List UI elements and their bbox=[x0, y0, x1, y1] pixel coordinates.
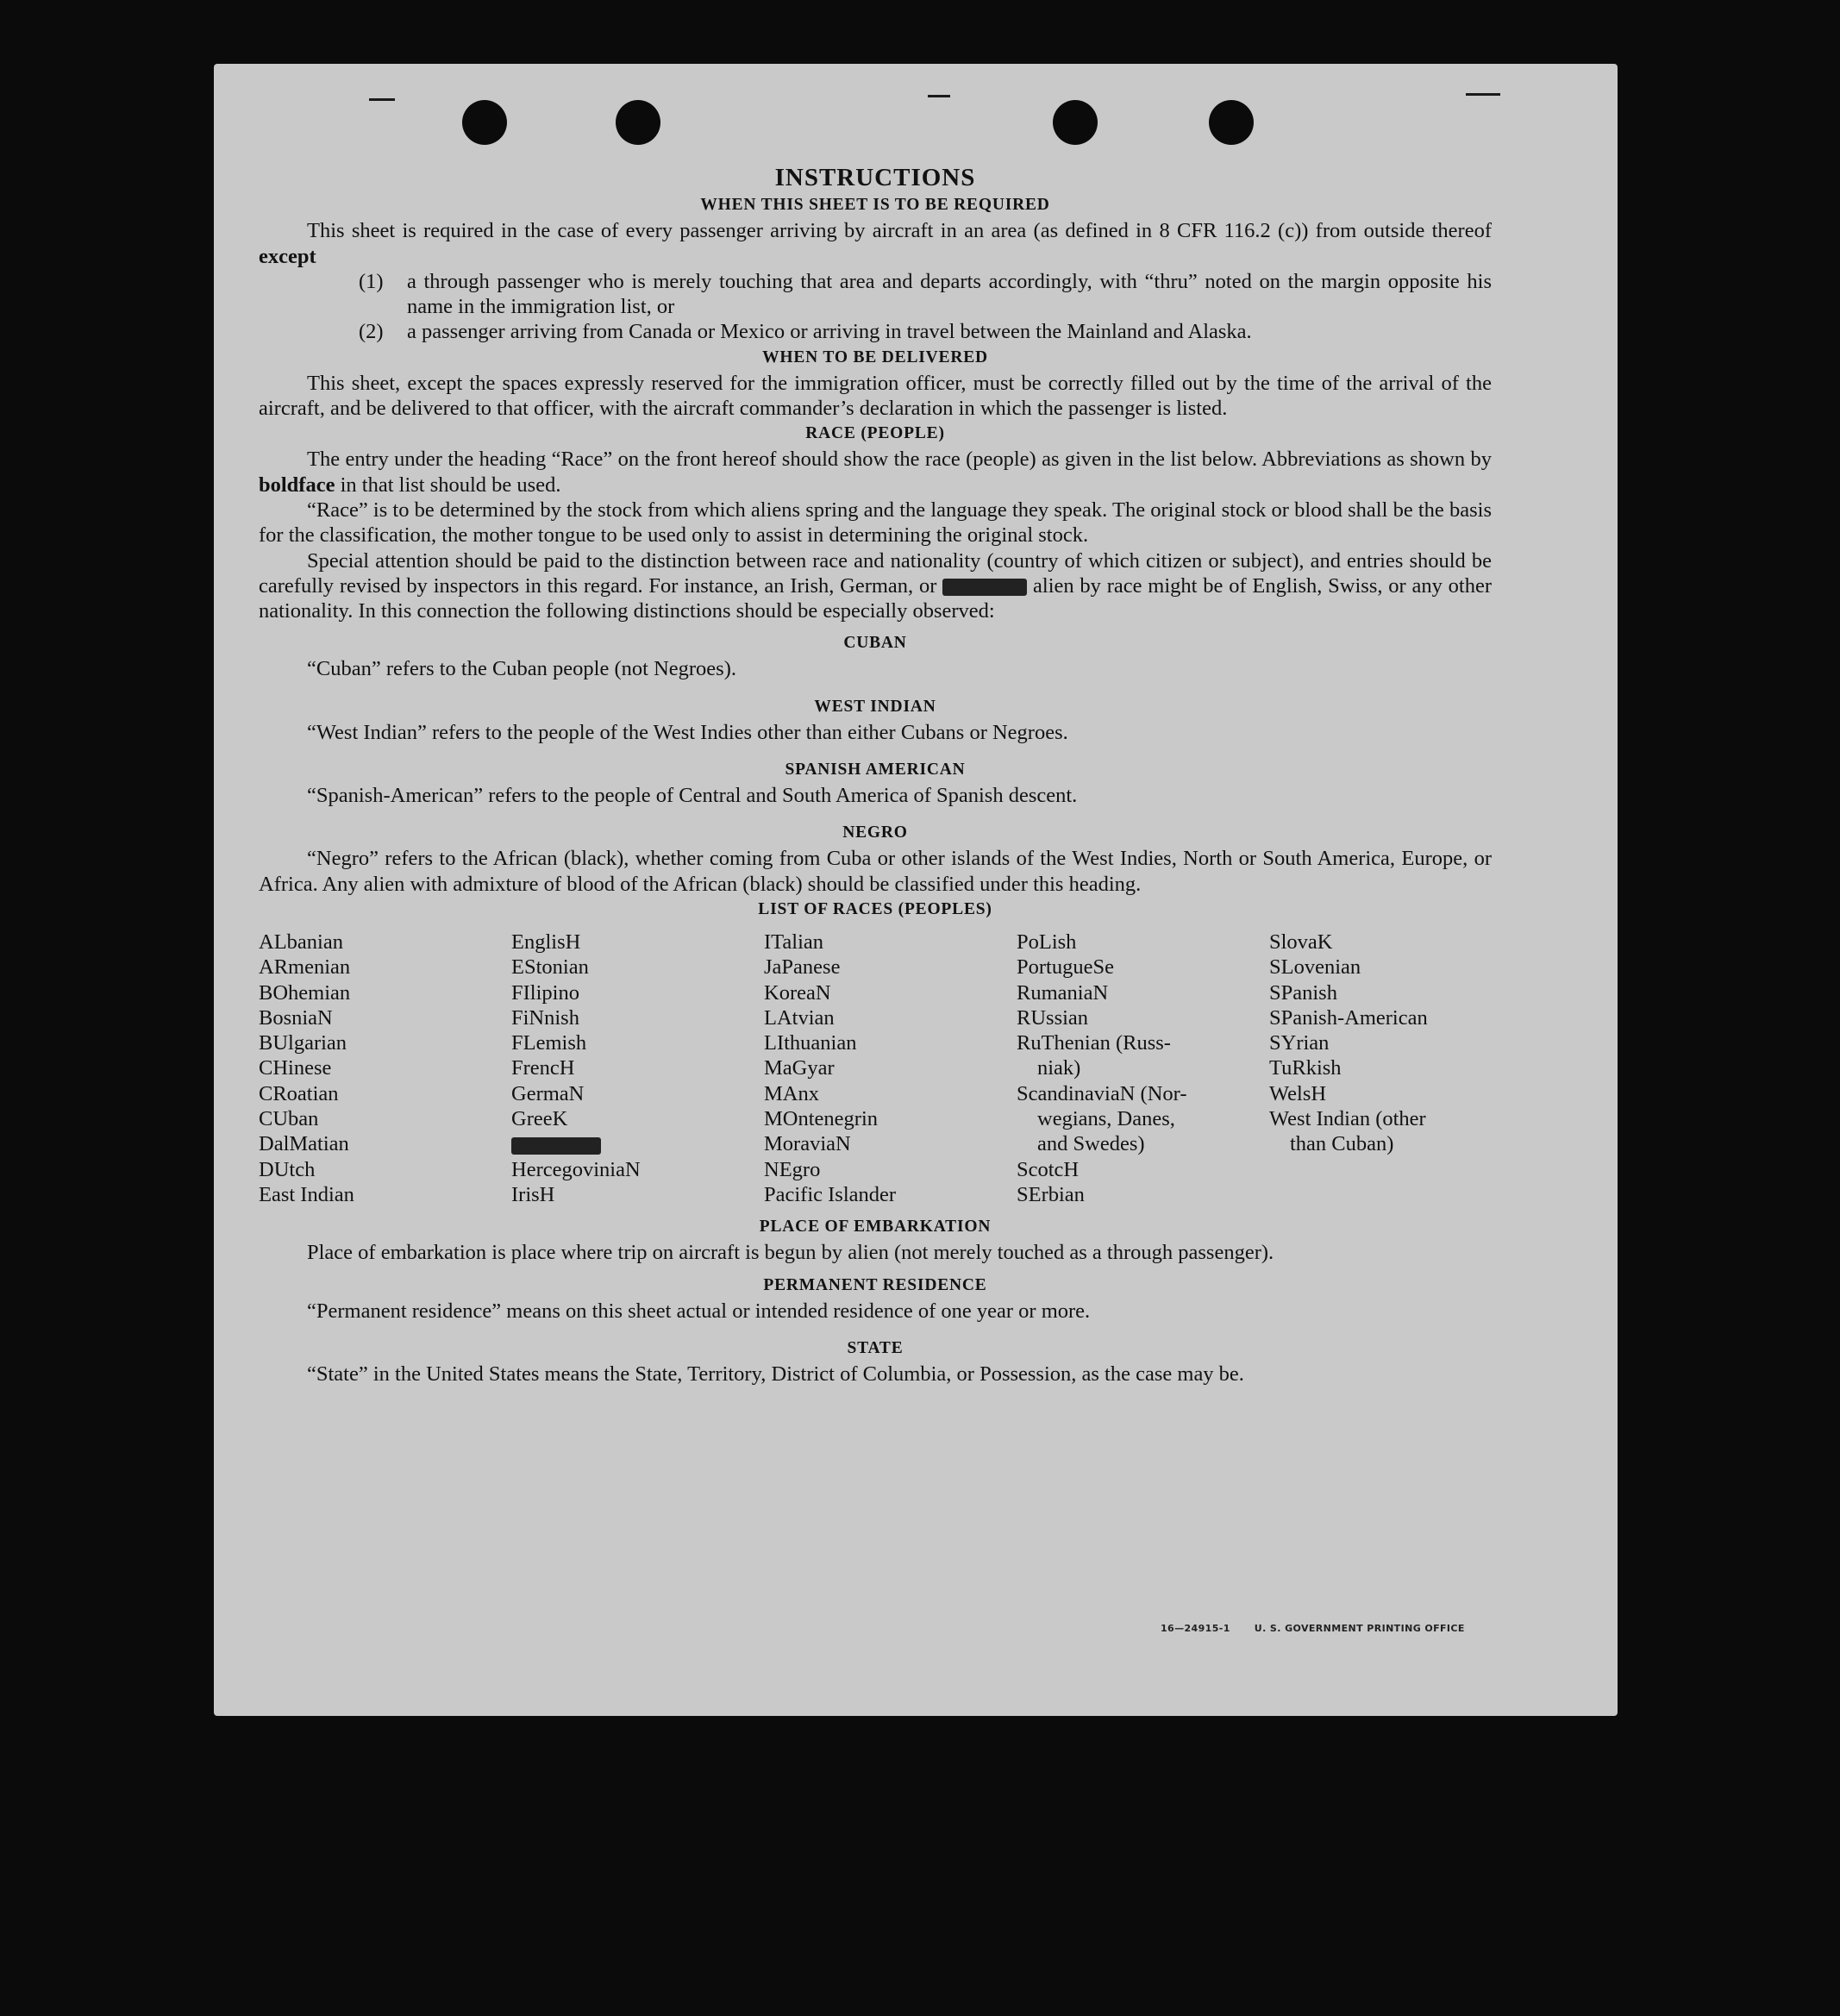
list-item bbox=[259, 269, 1492, 320]
race-entry: RUssian bbox=[1017, 1005, 1089, 1030]
section-heading-list-of-races: LIST OF RACES (PEOPLES) bbox=[758, 899, 992, 918]
race-entry: PortugueSe bbox=[1017, 955, 1114, 980]
race-column bbox=[764, 930, 1017, 1207]
race-entry: DUtch bbox=[259, 1157, 316, 1181]
punch-hole bbox=[1209, 100, 1254, 145]
document-sheet bbox=[214, 64, 1618, 1716]
race-entry: EStonian bbox=[511, 955, 589, 980]
race-entry: GreeK bbox=[511, 1107, 568, 1131]
race-entry: East Indian bbox=[259, 1182, 354, 1206]
bold-text: boldface bbox=[259, 473, 335, 497]
race-entry: SPanish-American bbox=[1269, 1005, 1428, 1030]
printer-imprint bbox=[1161, 1623, 1489, 1634]
race-entry: ITalian bbox=[764, 930, 824, 954]
race-entry: and Swedes) bbox=[1037, 1132, 1145, 1156]
race-entry: MOntenegrin bbox=[764, 1107, 878, 1131]
race-entry: niak) bbox=[1037, 1056, 1081, 1080]
race-entry: SPanish bbox=[1269, 980, 1337, 1005]
paragraph-text: The entry under the heading “Race” on the front hereof should show the race (people) as given in the list below. Abbreviations as shown by bbox=[307, 448, 1492, 472]
form-number: 16—24915-1 bbox=[1161, 1623, 1230, 1634]
race-entry: ALbanian bbox=[259, 930, 343, 954]
edge-mark bbox=[928, 95, 950, 97]
race-entry: SErbian bbox=[1017, 1182, 1085, 1206]
race-entry: than Cuban) bbox=[1290, 1132, 1394, 1156]
race-entry: CHinese bbox=[259, 1056, 332, 1080]
race-entry: MaGyar bbox=[764, 1056, 835, 1080]
paragraph: “Negro” refers to the African (black), whether coming from Cuba or other islands of the West Indies, North or South America, Europe, or Africa. Any alien with admixture of blood of the African (black) should be classified under this heading. bbox=[259, 847, 1492, 896]
edge-mark bbox=[369, 98, 395, 101]
race-entry: PoLish bbox=[1017, 930, 1077, 954]
race-list bbox=[259, 930, 1492, 1207]
section-heading-spanish-american: SPANISH AMERICAN bbox=[785, 761, 966, 779]
race-entry: CUban bbox=[259, 1107, 319, 1131]
edge-mark bbox=[1466, 93, 1500, 96]
race-entry: FiNnish bbox=[511, 1005, 579, 1030]
paragraph-text: This sheet is required in the case of every passenger arriving by aircraft in an area (as defined in 8 CFR 116.2 (c)) from outside thereof bbox=[307, 219, 1492, 243]
race-entry: ScotcH bbox=[1017, 1157, 1080, 1181]
section-heading-race: RACE (PEOPLE) bbox=[805, 424, 945, 443]
race-entry: ScandinaviaN (Nor- bbox=[1017, 1081, 1187, 1105]
race-entry: TuRkish bbox=[1269, 1056, 1342, 1080]
race-entry: wegians, Danes, bbox=[1037, 1107, 1175, 1131]
race-column bbox=[1269, 930, 1492, 1207]
race-entry: DalMatian bbox=[259, 1132, 349, 1156]
section-heading-required: WHEN THIS SHEET IS TO BE REQUIRED bbox=[700, 196, 1050, 215]
race-entry: BOhemian bbox=[259, 980, 351, 1005]
race-entry: FrencH bbox=[511, 1056, 575, 1080]
race-entry: HercegoviniaN bbox=[511, 1157, 641, 1181]
page-title: INSTRUCTIONS bbox=[774, 164, 976, 191]
section-heading-residence: PERMANENT RESIDENCE bbox=[763, 1275, 987, 1294]
item-text: a passenger arriving from Canada or Mexico or arriving in travel between the Mainland and Alaska. bbox=[407, 320, 1252, 344]
race-entry: GermaN bbox=[511, 1081, 585, 1105]
race-entry: MoraviaN bbox=[764, 1132, 851, 1156]
race-entry: JaPanese bbox=[764, 955, 841, 980]
race-entry: SlovaK bbox=[1269, 930, 1333, 954]
punch-hole bbox=[616, 100, 660, 145]
paragraph: “State” in the United States means the State, Territory, District of Columbia, or Possession, as the case may be. bbox=[307, 1362, 1244, 1386]
race-entry: Pacific Islander bbox=[764, 1182, 897, 1206]
race-entry: MAnx bbox=[764, 1081, 819, 1105]
race-column bbox=[259, 930, 511, 1207]
race-column bbox=[1017, 930, 1269, 1207]
section-heading-west-indian: WEST INDIAN bbox=[814, 697, 936, 716]
paragraph: “West Indian” refers to the people of the West Indies other than either Cubans or Negroes. bbox=[307, 720, 1068, 744]
race-entry: IrisH bbox=[511, 1182, 555, 1206]
redaction-mark bbox=[511, 1137, 601, 1155]
list-item bbox=[259, 319, 1492, 344]
paragraph bbox=[259, 447, 1492, 498]
paragraph: “Race” is to be determined by the stock from which aliens spring and the language they speak. The original stock or blood shall be the basis for the classification, the mother tongue to be used only to assist in determining the original stock. bbox=[259, 498, 1492, 548]
race-entry: West Indian (other bbox=[1269, 1107, 1426, 1131]
race-entry: BUlgarian bbox=[259, 1031, 347, 1055]
paragraph-text: Special attention should be paid to the distinction between race and nationality (country of which citizen or subject), and entries should be carefully revised by inspectors in this regard. For instance, an Irish, German, or bbox=[259, 548, 1492, 598]
paragraph: “Cuban” refers to the Cuban people (not Negroes). bbox=[307, 657, 736, 681]
race-entry: KoreaN bbox=[764, 980, 831, 1005]
paragraph bbox=[259, 548, 1492, 624]
section-heading-negro: NEGRO bbox=[842, 823, 908, 842]
race-column bbox=[511, 930, 764, 1207]
paragraph: “Permanent residence” means on this sheet actual or intended residence of one year or more. bbox=[307, 1299, 1091, 1323]
race-entry: RuThenian (Russ- bbox=[1017, 1031, 1171, 1055]
race-entry: RumaniaN bbox=[1017, 980, 1109, 1005]
race-entry: EnglisH bbox=[511, 930, 581, 954]
race-entry: LIthuanian bbox=[764, 1031, 857, 1055]
section-heading-delivered: WHEN TO BE DELIVERED bbox=[762, 347, 988, 366]
item-number: (2) bbox=[359, 320, 384, 344]
race-entry: FLemish bbox=[511, 1031, 587, 1055]
punch-hole bbox=[1053, 100, 1098, 145]
punch-hole bbox=[462, 100, 507, 145]
section-heading-embarkation: PLACE OF EMBARKATION bbox=[759, 1218, 992, 1237]
race-entry: SLovenian bbox=[1269, 955, 1361, 980]
item-text: a through passenger who is merely touching that area and departs accordingly, with “thru” noted on the margin opposite his name in the immigration list, or bbox=[407, 269, 1492, 319]
race-entry: NEgro bbox=[764, 1157, 821, 1181]
paragraph: This sheet, except the spaces expressly reserved for the immigration officer, must be correctly filled out by the time of the arrival of the aircraft, and be delivered to that officer, with the aircraft commander’s declaration in which the passenger is listed. bbox=[259, 371, 1492, 421]
paragraph: “Spanish-American” refers to the people of Central and South America of Spanish descent. bbox=[307, 784, 1078, 808]
redaction-mark bbox=[942, 579, 1027, 596]
paragraph bbox=[259, 218, 1492, 269]
race-entry-redacted bbox=[511, 1131, 764, 1156]
section-heading-cuban: CUBAN bbox=[843, 634, 907, 653]
race-entry: LAtvian bbox=[764, 1005, 835, 1030]
race-entry: ARmenian bbox=[259, 955, 351, 980]
race-entry: CRoatian bbox=[259, 1081, 339, 1105]
bold-text: except bbox=[259, 244, 316, 268]
paragraph: Place of embarkation is place where trip on aircraft is begun by alien (not merely touched as a through passenger). bbox=[307, 1241, 1274, 1265]
race-entry: SYrian bbox=[1269, 1031, 1330, 1055]
instructions-content bbox=[259, 166, 1492, 1387]
item-number: (1) bbox=[359, 269, 384, 293]
race-entry: WelsH bbox=[1269, 1081, 1327, 1105]
race-entry: FIlipino bbox=[511, 980, 579, 1005]
paragraph-text: alien by race might be of English, Swiss, or any other nationality. In this connection the following distinctions should be especially observed: bbox=[259, 573, 1493, 623]
paragraph-text: in that list should be used. bbox=[340, 473, 561, 497]
printer-name: U. S. GOVERNMENT PRINTING OFFICE bbox=[1254, 1623, 1465, 1634]
section-heading-state: STATE bbox=[847, 1338, 904, 1357]
race-entry: BosniaN bbox=[259, 1005, 333, 1030]
